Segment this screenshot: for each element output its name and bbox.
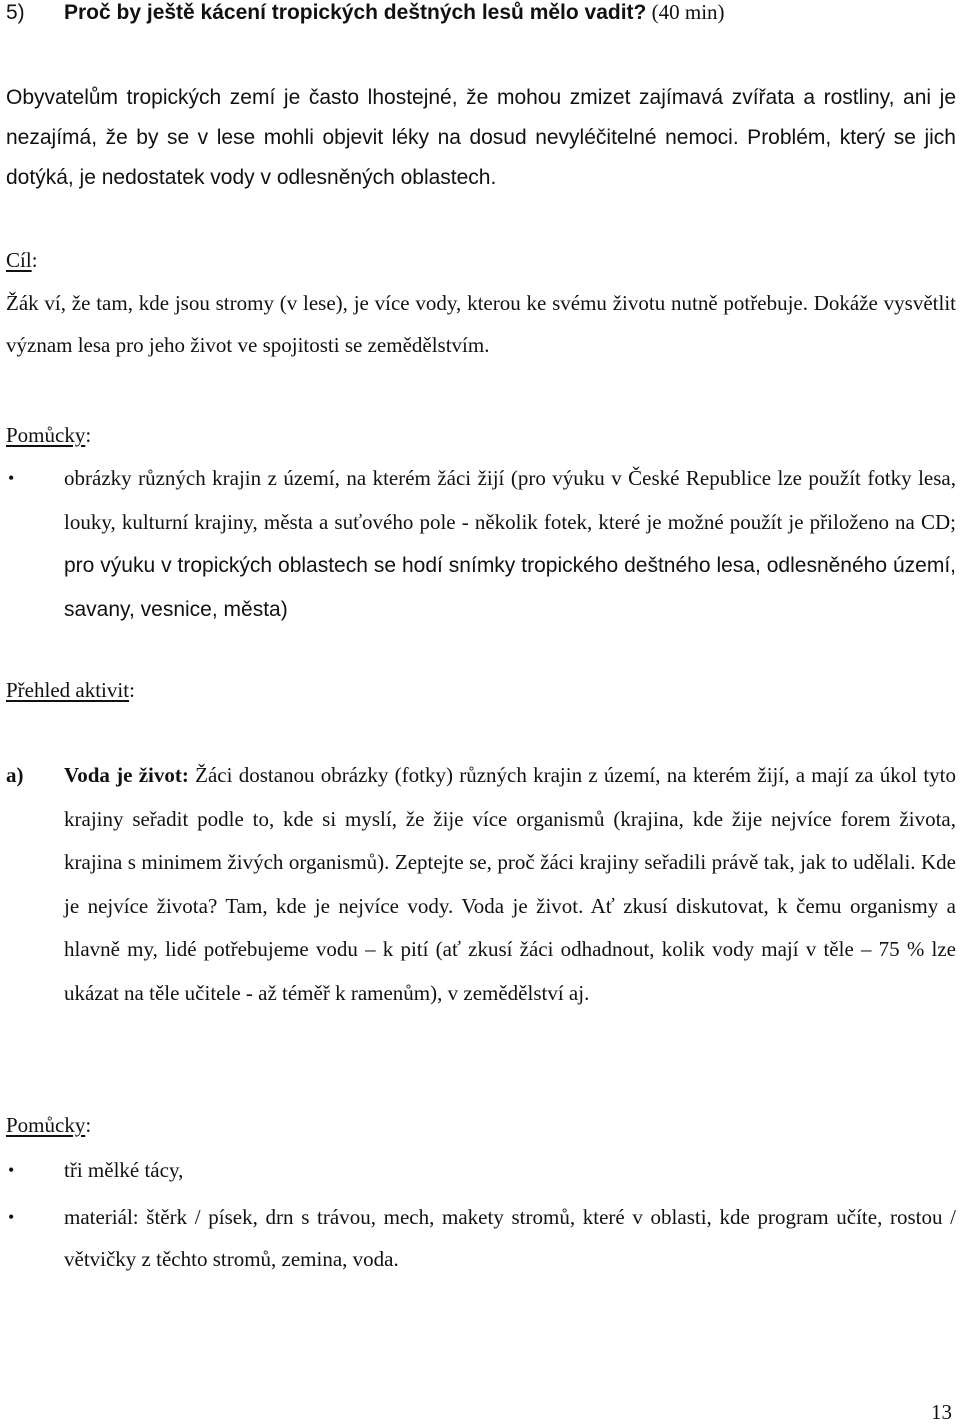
intro-paragraph: Obyvatelům tropických zemí je často lhostejné, že mohou zmizet zajímavá zvířata a rostliny, ani je nezajímá, že by se v lese mohli objevit léky na dosud nevyléčitelné nemoci. Problém, který se jich dotýká, je nedostatek vody v odlesněných oblastech.	[6, 86, 956, 189]
goal-label-text: Cíl	[6, 248, 32, 272]
activity-a-title: Voda je život:	[64, 763, 189, 787]
section-heading	[6, 0, 725, 27]
list-item	[6, 457, 956, 631]
aids-item-text-sans: pro výuku v tropických oblastech se hodí snímky tropického deštného lesa, odlesněného území, savany, vesnice, města)	[64, 554, 956, 621]
aids-label-1-colon: :	[85, 423, 92, 447]
section-number: 5)	[6, 1, 25, 24]
bullet-icon: •	[8, 468, 15, 488]
activity-a-text: Žáci dostanou obrázky (fotky) různých krajin z území, na kterém žijí, a mají za úkol tyto krajiny seřadit podle to, kde si myslí, že žije více organismů (krajina, kde žije nejvíce forem života, krajina s minimem živých organismů). Zeptejte se, proč žáci krajiny seřadili právě tak, jak to udělali. Kde je nejvíce života? Tam, kde je nejvíce vody. Voda je život. Ať zkusí diskutovat, k čemu organismy a hlavně my, lidé potřebujeme vodu – k pití (ať zkusí žáci odhadnout, kolik vody mají v těle – 75 % lze ukázat na těle učitele - až téměř k ramenům), v zemědělství aj.	[64, 763, 957, 1005]
aids-label-2	[6, 1111, 91, 1139]
activity-a-body	[64, 754, 956, 1015]
aids-label-2-text: Pomůcky	[6, 1113, 86, 1137]
overview-label	[6, 676, 135, 704]
aids-list-2	[6, 1155, 956, 1280]
list-item	[6, 1196, 956, 1280]
goal-paragraph: Žák ví, že tam, kde jsou stromy (v lese), je více vody, kterou ke svému životu nutně potřebuje. Dokáže vysvětlit význam lesa pro jeho život ve spojitosti se zemědělstvím.	[6, 291, 956, 357]
goal-label	[6, 246, 38, 274]
aids-label-1	[6, 421, 91, 449]
activity-letter: a)	[6, 763, 24, 787]
section-title: Proč by ještě kácení tropických deštných lesů mělo vadit?	[64, 1, 647, 24]
overview-label-colon: :	[129, 678, 135, 702]
aids-item-text: materiál: štěrk / písek, drn s trávou, mech, makety stromů, které v oblasti, kde program učíte, rostou / větvičky z těchto stromů, zemina, voda.	[64, 1205, 956, 1271]
bullet-icon: •	[8, 1207, 15, 1227]
aids-item-text-serif: obrázky různých krajin z území, na kterém žáci žijí (pro výuku v České Republice lze použít fotky lesa, louky, kulturní krajiny, města a suťového pole - několik fotek, které je možné použít je přiloženo na CD;	[64, 466, 956, 534]
section-duration: (40 min)	[651, 0, 725, 24]
activity-a	[6, 754, 956, 1015]
aids-item-text: tři mělké tácy,	[64, 1158, 184, 1182]
list-item	[6, 1155, 956, 1185]
aids-label-1-text: Pomůcky	[6, 423, 86, 447]
bullet-icon: •	[8, 1160, 15, 1180]
goal-label-colon: :	[31, 248, 38, 272]
page-number: 13	[931, 1400, 952, 1424]
aids-label-2-colon: :	[85, 1113, 92, 1137]
overview-label-text: Přehled aktivit	[6, 678, 130, 702]
aids-list-1	[6, 457, 956, 631]
